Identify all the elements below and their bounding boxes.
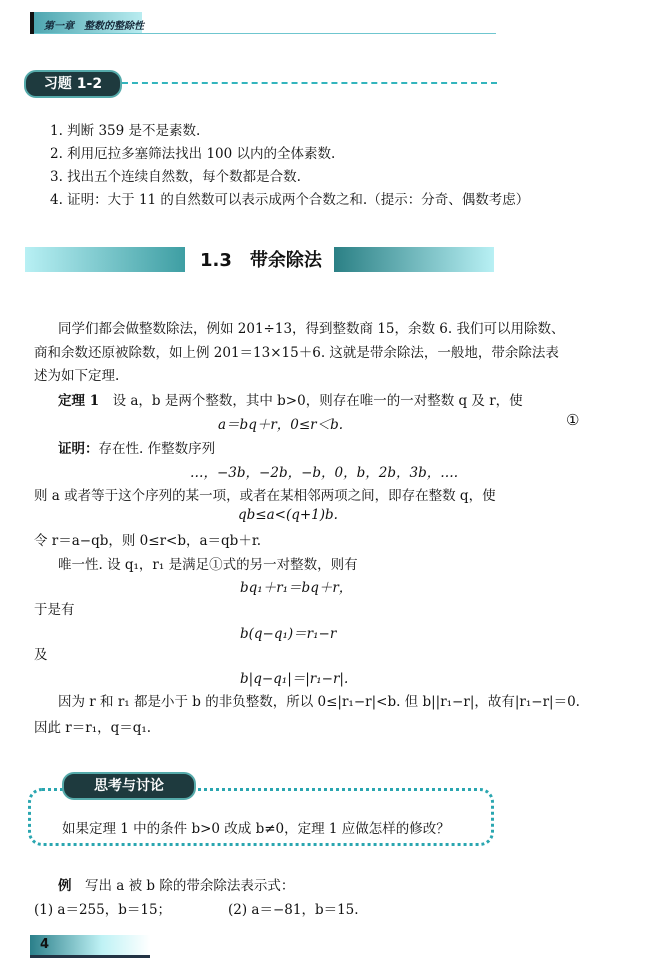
equation-number: ① bbox=[566, 411, 580, 429]
exercise-item: 3. 找出五个连续自然数，每个数都是合数. bbox=[50, 169, 301, 185]
theorem-text: 设 a，b 是两个整数，其中 b>0，则存在唯一的一对整数 q 及 r，使 bbox=[112, 393, 523, 409]
equation: qb≤a<(q+1)b. bbox=[238, 507, 338, 523]
equation: b|q−q₁|＝|r₁−r|. bbox=[240, 671, 349, 687]
example-part: (1) a＝255，b＝15； bbox=[34, 902, 172, 918]
paragraph-line: 因此 r＝r₁，q＝q₁. bbox=[34, 720, 152, 736]
discussion-text: 如果定理 1 中的条件 b>0 改成 b≠0，定理 1 应做怎样的修改？ bbox=[62, 821, 450, 837]
paragraph-line: 于是有 bbox=[34, 602, 75, 618]
equation: b(q−q₁)＝r₁−r bbox=[240, 626, 337, 642]
exercise-title: 习题 1-2 bbox=[24, 70, 122, 98]
example-text: 写出 a 被 b 除的带余除法表示式： bbox=[85, 878, 295, 894]
equation: bq₁＋r₁＝bq＋r， bbox=[240, 580, 353, 596]
proof-text: 存在性. 作整数序列 bbox=[98, 441, 216, 457]
theorem-label: 定理 1 bbox=[58, 393, 100, 409]
paragraph-line: 唯一性. 设 q₁，r₁ 是满足①式的另一对整数，则有 bbox=[58, 557, 358, 573]
section-banner-left bbox=[25, 247, 185, 272]
discussion-title: 思考与讨论 bbox=[62, 772, 196, 800]
example-label: 例 bbox=[58, 878, 72, 894]
paragraph-line: 同学们都会做整数除法，例如 201÷13，得到整数商 15，余数 6. 我们可以用除数、 bbox=[58, 321, 565, 337]
page-number: 4 bbox=[40, 937, 50, 952]
paragraph-line: 因为 r 和 r₁ 都是小于 b 的非负整数，所以 0≤|r₁−r|<b. 但 b||r₁−r|，故有|r₁−r|＝0. bbox=[58, 694, 580, 710]
exercise-item: 4. 证明：大于 11 的自然数可以表示成两个合数之和.（提示：分奇、偶数考虑） bbox=[50, 192, 530, 208]
section-banner-right bbox=[334, 247, 494, 272]
example-part: (2) a＝−81，b＝15. bbox=[228, 902, 359, 918]
exercise-item: 1. 判断 359 是不是素数. bbox=[50, 123, 201, 139]
paragraph-line: 则 a 或者等于这个序列的某一项，或者在某相邻两项之间，即存在整数 q，使 bbox=[34, 488, 496, 504]
paragraph-line: 商和余数还原被除数，如上例 201＝13×15＋6. 这就是带余除法，一般地，带余除法表 bbox=[34, 345, 559, 361]
exercise-item: 2. 利用厄拉多塞筛法找出 100 以内的全体素数. bbox=[50, 146, 336, 162]
proof-label: 证明： bbox=[58, 441, 99, 457]
page-number-band bbox=[30, 935, 150, 958]
equation: a＝bq＋r，0≤r＜b. bbox=[218, 417, 344, 433]
chapter-header: 第一章 整数的整除性 bbox=[30, 12, 142, 34]
paragraph-line: 及 bbox=[34, 647, 48, 663]
equation: …，−3b，−2b，−b，0，b，2b，3b，…. bbox=[190, 465, 459, 481]
dashed-divider bbox=[122, 82, 497, 84]
paragraph-line: 述为如下定理. bbox=[34, 368, 120, 384]
paragraph-line: 令 r＝a−qb，则 0≤r<b，a＝qb＋r. bbox=[34, 533, 262, 549]
header-divider bbox=[34, 33, 496, 34]
section-title: 1.3 带余除法 bbox=[200, 250, 322, 271]
